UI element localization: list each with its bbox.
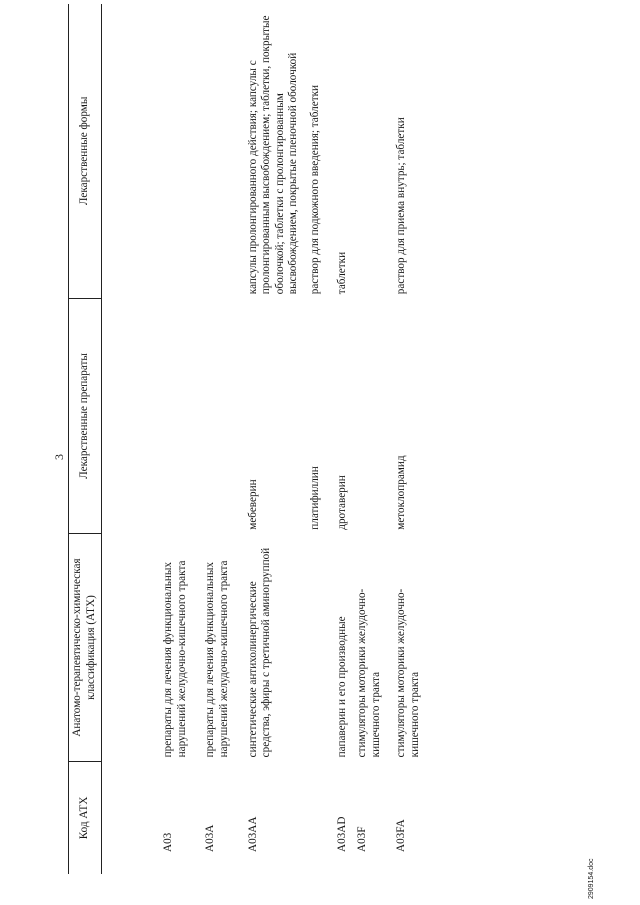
cell-code: A03F (356, 826, 369, 852)
cell-classification: стимуляторы моторики желудочно-кишечного тракта (395, 588, 421, 758)
cell-drug: мебеверин (246, 479, 259, 530)
cell-code: A03AD (335, 816, 348, 852)
table-row (189, 4, 231, 874)
table-row (232, 4, 301, 874)
cell-form (349, 4, 383, 298)
cell-form: капсулы пролонгированного действия; капсулы с пролонгированным высвобождением; таблетки, покрытые оболочкой; таблетки с пролонгированным высвобождением, покрытые пленочной оболочкой (246, 15, 300, 295)
footer-filename: 2909154.doc (588, 858, 595, 899)
header-forms: Лекарственные формы (69, 4, 102, 298)
cell-classification (301, 534, 323, 762)
cell-form: таблетки (335, 251, 348, 295)
cell-form (189, 4, 231, 298)
cell-classification: синтетические антихолинергические средства, эфиры с третичной аминогруппой (246, 547, 273, 758)
header-code: Код АТХ (69, 761, 102, 874)
table-row (102, 4, 190, 874)
table-row (301, 4, 323, 874)
cell-drug (349, 298, 383, 534)
header-drugs: Лекарственные препараты (69, 298, 102, 534)
cell-form: раствор для подкожного введения; таблетки (308, 84, 321, 295)
cell-code: A03A (204, 824, 217, 852)
table-row (349, 4, 383, 874)
cell-drug (189, 298, 231, 534)
header-classification: Анатомо-терапевтическо-химическая классификация (АТХ) (69, 534, 102, 762)
cell-classification: препараты для лечения функциональных нарушений желудочно-кишечного тракта (162, 560, 188, 758)
cell-code (301, 761, 323, 874)
cell-drug: дротаверин (335, 475, 348, 530)
cell-classification: папаверин и его производные (335, 616, 348, 758)
cell-form: раствор для приема внутрь; таблетки (395, 117, 408, 295)
table-row (323, 4, 350, 874)
table-header-row (69, 4, 102, 874)
cell-drug: метоклопрамид (395, 455, 408, 530)
cell-code: A03FA (395, 819, 408, 852)
cell-drug (102, 298, 190, 534)
cell-code: A03AA (246, 816, 259, 852)
cell-classification: стимуляторы моторики желудочно-кишечного тракта (356, 588, 382, 758)
atc-table (68, 4, 423, 874)
cell-classification: препараты для лечения функциональных нарушений желудочно-кишечного тракта (204, 560, 230, 758)
cell-drug: платифиллин (308, 466, 321, 530)
table-row (383, 4, 422, 874)
cell-form (102, 4, 190, 298)
page-number: 3 (52, 454, 66, 460)
cell-code: A03 (162, 832, 175, 852)
